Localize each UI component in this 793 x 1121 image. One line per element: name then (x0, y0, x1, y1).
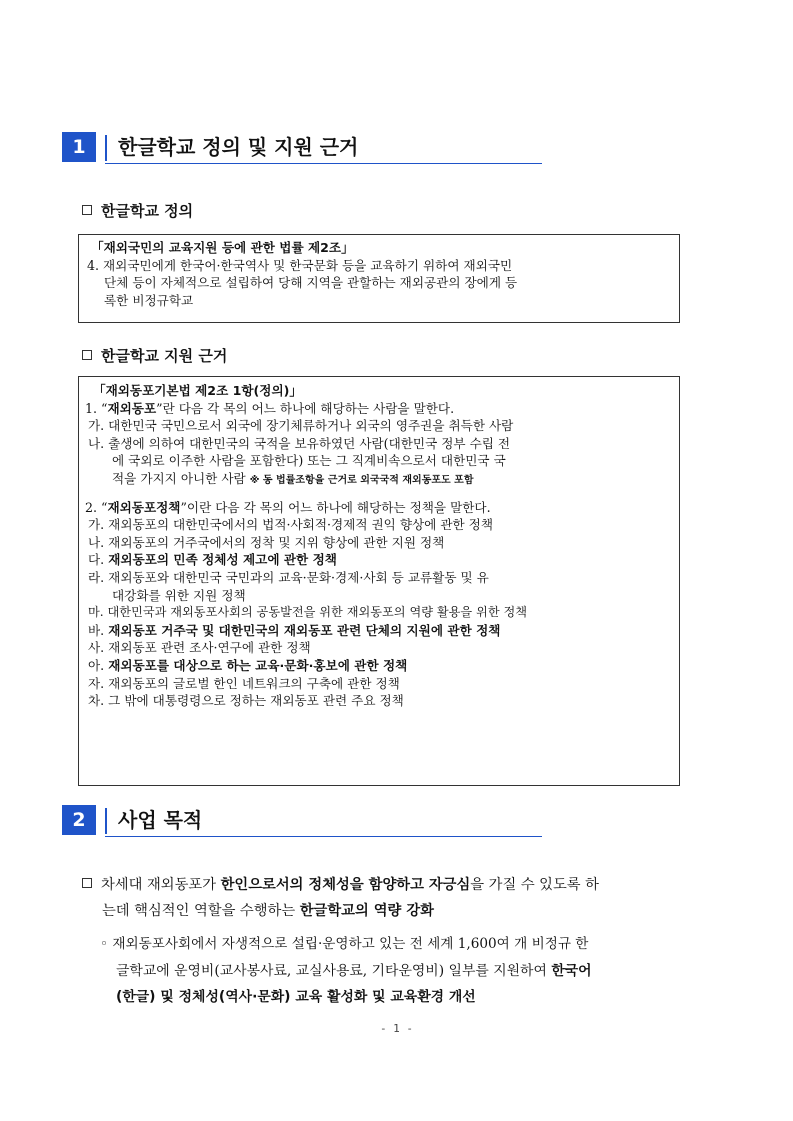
law-subitem: 차. 그 밖에 대통령령으로 정하는 재외동포 관련 주요 정책 (88, 693, 404, 709)
law-item: 2. “재외동포정책”이란 다음 각 목의 어느 하나에 해당하는 정책을 말한다. (85, 499, 491, 515)
definition-line: 록한 비정규학교 (104, 292, 194, 308)
law-title: 「재외동포기본법 제2조 1항(정의)」 (93, 383, 302, 398)
law-subitem: 아. 재외동포를 대상으로 하는 교육·문화·홍보에 관한 정책 (88, 657, 408, 673)
checkbox-square-icon (82, 350, 92, 360)
section-divider (105, 135, 107, 161)
law-subitem: 사. 재외동포 관련 조사·연구에 관한 정책 (88, 640, 311, 656)
definition-line: 4. 재외국민에게 한국어·한국역사 및 한국문화 등을 교육하기 위하여 재외국민 (87, 257, 513, 273)
law-subitem: 가. 재외동포의 대한민국에서의 법적·사회적·경제적 권익 향상에 관한 정책 (88, 517, 493, 533)
support-law-box (78, 376, 680, 786)
law-subitem-cont: 대강화를 위한 지원 정책 (112, 587, 246, 603)
purpose-paragraph: 차세대 재외동포가 한인으로서의 정체성을 함양하고 자긍심을 가질 수 있도록 하 는데 핵심적인 역할을 수행하는 한글학교의 역량 강화 (82, 872, 762, 924)
law-title: 「재외국민의 교육지원 등에 관한 법률 제2조」 (91, 240, 354, 255)
subheading-support: 한글학교 지원 근거 (82, 346, 227, 366)
law-item: 1. “재외동포”란 다음 각 목의 어느 하나에 해당하는 사람을 말한다. (85, 400, 455, 416)
term-bold: 재외동포 (107, 400, 157, 416)
section-number-badge: 1 (62, 132, 96, 162)
law-subitem: 라. 재외동포와 대한민국 국민과의 교육·문화·경제·사회 등 교류활동 및 유 (88, 569, 489, 585)
definition-line: 단체 등이 자체적으로 설립하여 당해 지역을 관할하는 재외공관의 장에게 등 (104, 275, 518, 291)
section-title: 사업 목적 (118, 808, 203, 832)
law-note: ※ 동 법률조항을 근거로 외국국적 재외동포도 포함 (249, 474, 474, 486)
law-subitem: 마. 대한민국과 재외동포사회의 공동발전을 위한 재외동포의 역량 활용을 위한 정책 (88, 605, 528, 620)
section-underline (105, 836, 542, 837)
law-subitem: 나. 출생에 의하여 대한민국의 국적을 보유하였던 사람(대한민국 정부 수립 전 (88, 435, 511, 451)
law-subitem: 바. 재외동포 거주국 및 대한민국의 재외동포 관련 단체의 지원에 관한 정책 (88, 622, 501, 638)
section-title: 한글학교 정의 및 지원 근거 (118, 135, 359, 159)
section-underline (105, 163, 542, 164)
section-2-header (62, 805, 542, 837)
page-number: - 1 - (379, 1022, 414, 1035)
term-bold: 재외동포정책 (107, 499, 181, 515)
purpose-detail: ◦ 재외동포사회에서 자생적으로 설립·운영하고 있는 전 세계 1,600여 개 비정규 한 글학교에 운영비(교사봉사료, 교실사용료, 기타운영비) 일부를 지원하여 한국어 (한글) 및 정체성(역사·문화) 교육 활성화 및 교육환경 개선 (100, 936, 592, 1005)
section-number-badge: 2 (62, 805, 96, 835)
law-subitem-cont: 적을 가지지 아니한 사람 ※ 동 법률조항을 근거로 외국국적 재외동포도 포함 (112, 470, 474, 486)
section-1-header (62, 132, 542, 164)
law-subitem: 자. 재외동포의 글로벌 한인 네트워크의 구축에 관한 정책 (88, 675, 400, 691)
section-divider (105, 808, 107, 834)
law-subitem-cont: 에 국외로 이주한 사람을 포함한다) 또는 그 직계비속으로서 대한민국 국 (112, 453, 506, 469)
definition-law-box (78, 234, 680, 323)
subheading-definition: 한글학교 정의 (82, 201, 193, 221)
law-subitem: 나. 재외동포의 거주국에서의 정착 및 지위 향상에 관한 지원 정책 (88, 534, 445, 550)
law-subitem: 가. 대한민국 국민으로서 외국에 장기체류하거나 외국의 영주권을 취득한 사람 (88, 418, 514, 434)
law-subitem: 다. 재외동포의 민족 정체성 제고에 관한 정책 (88, 552, 337, 568)
checkbox-square-icon (82, 205, 92, 215)
checkbox-square-icon (82, 878, 92, 888)
